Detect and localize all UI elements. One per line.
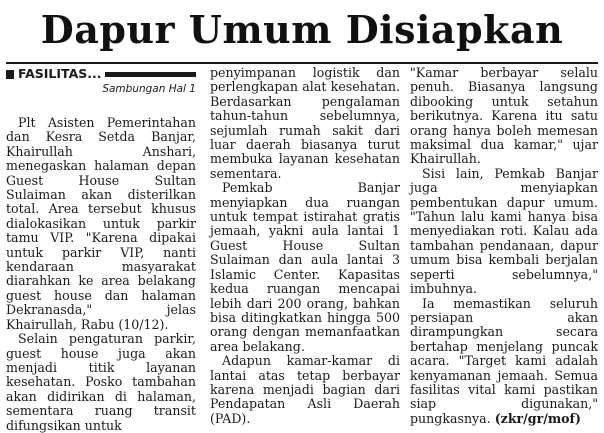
headline: Dapur Umum Disiapkan bbox=[40, 7, 564, 52]
paragraph: Plt Asisten Pemerintahan dan Kesra Setda Banjar, Khairullah Anshari, menegaskan halaman depan Guest House Sultan Sulaiman akan disterilkan total. Area tersebut khusus dialokasikan untuk parkir tamu VIP. "Karena dipakai untuk parkir VIP, nanti kendaraan masyarakat diarahkan ke area belakang guest house dan halaman Dekranasda," jelas Khairullah, Rabu (10/12). bbox=[6, 115, 196, 332]
paragraph: Sisi lain, Pemkab Banjar juga menyiapkan pembentukan dapur umum. "Tahun lalu kami hanya bisa menyediakan roti. Kalau ada tambahan pendanaan, dapur umum bisa kembali berjalan seperti sebelumnya," imbuhnya. bbox=[410, 165, 598, 297]
paragraph-text: Ia memastikan seluruh persiapan akan dirampungkan secara bertahap menjelang puncak acara. "Target kami adalah kenyamanan jemaah. Semua fasilitas vital kami pastikan siap digunakan," pungkasnya. bbox=[410, 295, 598, 426]
column-1 bbox=[6, 66, 196, 433]
kicker-label: FASILITAS... bbox=[18, 66, 102, 81]
paragraph: Pemkab Banjar menyiapkan dua ruangan untuk tempat istirahat gratis jemaah, yakni aula lantai 1 Guest House Sultan Sulaiman dan aula lantai 3 Islamic Center. Kapasitas kedua ruangan mencapai lebih dari 200 orang, bahkan bisa ditingkatkan hingga 500 orang dengan memanfaatkan area belakang. bbox=[210, 180, 400, 354]
section-kicker bbox=[6, 66, 196, 82]
continuation-note: Sambungan Hal 1 bbox=[102, 83, 196, 95]
column-2 bbox=[210, 66, 400, 426]
kicker-square-icon bbox=[6, 70, 14, 79]
paragraph: Selain pengaturan parkir, guest house juga akan menjadi titik layanan kesehatan. Posko tambahan akan didirikan di halaman, sementara ruang transit difungsikan untuk bbox=[6, 331, 196, 433]
paragraph: "Kamar berbayar selalu penuh. Biasanya langsung dibooking untuk setahun berikutnya. Karena itu satu orang hanya boleh memesan maksimal dua kamar," ujar Khairullah. bbox=[410, 65, 598, 167]
byline: (zkr/gr/mof) bbox=[494, 410, 581, 426]
paragraph: penyimpanan logistik dan perlengkapan alat kesehatan. Berdasarkan pengalaman tahun-tahun sebelumnya, sejumlah rumah sakit dari luar daerah biasanya turut membuka layanan kesehatan sementara. bbox=[210, 65, 400, 181]
paragraph: Adapun kamar-kamar di lantai atas tetap berbayar karena menjadi bagian dari Pendapatan Asli Daerah (PAD). bbox=[210, 353, 400, 426]
kicker-bar bbox=[105, 72, 196, 77]
headline-rule bbox=[6, 62, 598, 64]
paragraph bbox=[410, 297, 598, 427]
column-3 bbox=[410, 66, 598, 426]
